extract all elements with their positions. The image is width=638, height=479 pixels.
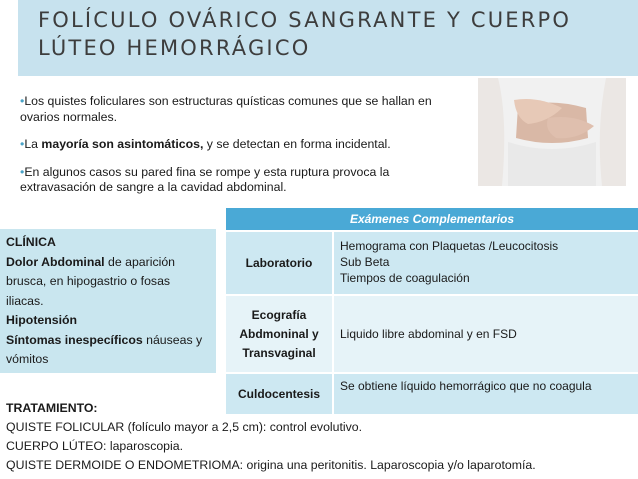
treatment-line: QUISTE FOLICULAR (folículo mayor a 2,5 cm): control evolutivo. <box>6 420 363 434</box>
bullet-item <box>20 137 460 153</box>
exams-table-header: Exámenes Complementarios <box>226 208 638 232</box>
bullet-text-strong: mayoría son asintomáticos, <box>41 137 204 151</box>
photo-illustration <box>478 78 626 186</box>
table-row-key: Culdocentesis <box>226 374 334 414</box>
table-row-value <box>334 296 638 372</box>
lab-test: Hemograma con Plaquetas /Leucocitosis <box>340 239 559 253</box>
bullet-text-pre: La <box>24 137 42 151</box>
clinical-panel <box>0 229 216 373</box>
treatment-heading: TRATAMIENTO: <box>6 401 98 415</box>
lab-test: Tiempos de coagulación <box>340 271 470 285</box>
culdocentesis-finding: Se obtiene líquido hemorrágico que no coagula <box>340 379 592 393</box>
bullet-item <box>20 94 460 125</box>
abdominal-pain-photo <box>478 78 626 186</box>
clinica-item-pain <box>6 253 210 312</box>
clinica-item-pain-bold: Dolor Abdominal <box>6 254 105 269</box>
treatment-line: CUERPO LÚTEO: laparoscopia. <box>6 439 184 453</box>
treatment-section <box>6 399 636 475</box>
clinica-item-hypotension: Hipotensión <box>6 313 78 327</box>
clinica-item-symptoms-rest: náuseas y vómitos <box>6 332 203 366</box>
table-row <box>226 232 638 296</box>
intro-bullets <box>20 94 460 208</box>
clinica-item-symptoms-bold: Síntomas inespecíficos <box>6 332 143 347</box>
bullet-text-post: y se detectan en forma incidental. <box>203 137 391 151</box>
key-line: Transvaginal <box>242 345 316 360</box>
key-line: Abdmoninal y <box>239 326 319 341</box>
table-row-value <box>334 232 638 294</box>
bullet-text: En algunos casos su pared fina se rompe y esta ruptura provoca la extravasación de sangre a la cavidad abdominal. <box>20 164 390 194</box>
clinica-item-pain-rest: de aparición brusca, en hipogastrio o fosas iliacas. <box>6 254 176 308</box>
table-row-key <box>226 296 334 372</box>
bullet-item <box>20 165 460 196</box>
key-line: Ecografía <box>251 307 307 322</box>
treatment-line: QUISTE DERMOIDE O ENDOMETRIOMA: origina una peritonitis. Laparoscopia y/o laparotomía. <box>6 458 536 472</box>
bullet-dot: • <box>20 94 25 108</box>
bullet-dot: • <box>20 137 25 151</box>
exams-table <box>226 208 638 416</box>
bullet-dot: • <box>20 164 25 179</box>
table-row-key: Laboratorio <box>226 232 334 294</box>
lab-test: Sub Beta <box>340 255 390 269</box>
slide-title: FOLÍCULO OVÁRICO SANGRANTE Y CUERPO LÚTEO HEMORRÁGICO <box>38 8 572 60</box>
clinica-item-symptoms <box>6 331 210 370</box>
table-row <box>226 296 638 374</box>
clinica-heading: CLÍNICA <box>6 235 56 249</box>
bullet-text: Los quistes foliculares son estructuras quísticas comunes que se hallan en ovarios normales. <box>20 94 432 124</box>
ultrasound-finding: Liquido libre abdominal y en FSD <box>340 327 517 341</box>
